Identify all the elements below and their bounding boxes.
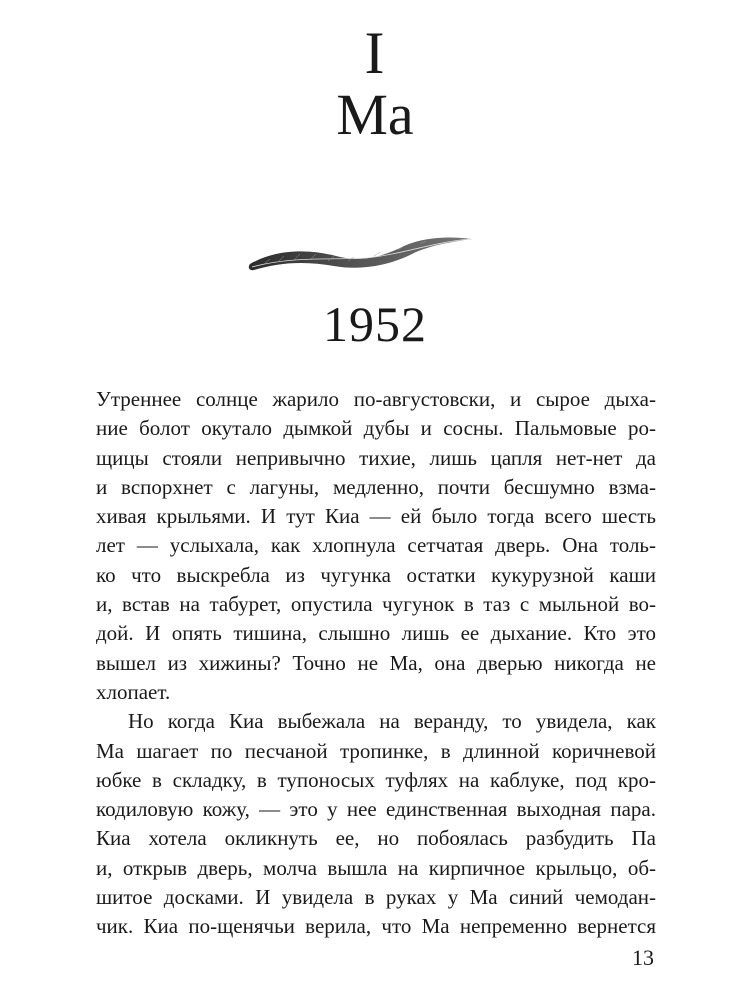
- text-line: дой. И опять тишина, слышно лишь ее дыхание. Кто это: [96, 621, 656, 646]
- text-line: хивая крыльями. И тут Киа — ей было тогда всего шесть: [96, 504, 656, 529]
- text-line: лет — услыхала, как хлопнула сетчатая дверь. Она толь-: [96, 533, 656, 558]
- text-line: Киа хотела окликнуть ее, но побоялась разбудить Па: [96, 826, 656, 851]
- text-line: шитое досками. И увидела в руках у Ма синий чемодан-: [96, 885, 656, 910]
- text-line: и, открыв дверь, молча вышла на кирпичное крыльцо, об-: [96, 855, 656, 880]
- text-line: ние болот окутало дымкой дубы и сосны. Пальмовые ро-: [96, 416, 656, 441]
- text-line: чик. Киа по-щенячьи верила, что Ма непременно вернется: [96, 914, 656, 939]
- text-line: и вспорхнет с лагуны, медленно, почти бесшумно взма-: [96, 474, 656, 499]
- part-number: I: [364, 20, 386, 86]
- feather-icon: [244, 226, 474, 276]
- text-line: Утреннее солнце жарило по-августовски, и сырое дыха-: [96, 387, 656, 411]
- page-number: 13: [632, 945, 654, 970]
- text-line: хлопает.: [96, 679, 171, 704]
- text-line: юбке в складку, в тупоносых туфлях на каблуке, под кро-: [96, 767, 656, 792]
- text-line: Ма шагает по песчаной тропинке, в длинной коричневой: [96, 738, 656, 763]
- text-line: вышел из хижины? Точно не Ма, она дверью никогда не: [96, 650, 656, 675]
- paragraph-1: [96, 385, 656, 707]
- text-line: кодиловую кожу, — это у нее единственная выходная пара.: [96, 797, 656, 822]
- text-line: Но когда Киа выбежала на веранду, то увидела, как: [128, 709, 656, 734]
- chapter-year: 1952: [323, 296, 427, 352]
- text-line: и, встав на табурет, опустила чугунок в таз с мыльной во-: [96, 592, 656, 617]
- chapter-title: Ма: [336, 82, 414, 147]
- text-line: ко что выскребла из чугунка остатки кукурузной каши: [96, 562, 656, 587]
- body-text: [96, 385, 656, 942]
- text-line: щицы стояли непривычно тихие, лишь цапля нет-нет да: [96, 445, 656, 470]
- paragraph-2: [96, 707, 656, 941]
